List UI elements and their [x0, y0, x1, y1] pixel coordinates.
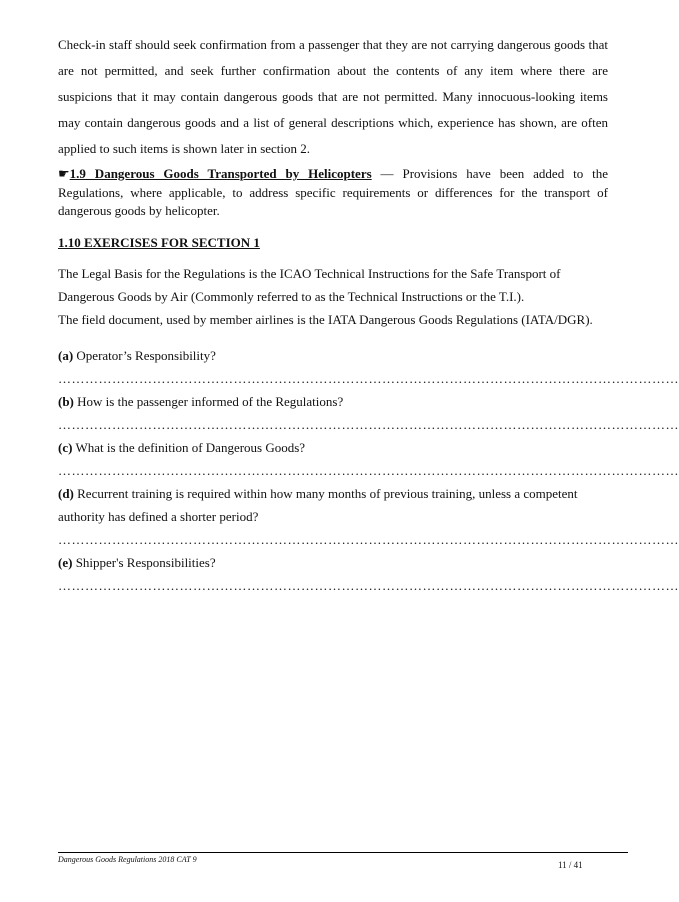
page-number: 11 / 41 [558, 860, 583, 870]
footer-document-title: Dangerous Goods Regulations 2018 CAT 9 [58, 855, 197, 864]
question-text: Operator’s Responsibility? [73, 348, 216, 363]
helicopters-paragraph [58, 165, 608, 220]
intro-paragraph: Check-in staff should seek confirmation from a passenger that they are not carrying dangerous goods that are not permitted, and seek further confirmation about the contents of any item where there are suspicions that it may contain dangerous goods that are not permitted. Many innocuous-looking items may contain dangerous goods and a list of general descriptions which, experience has shown, are often applied to such items is shown later in section 2. [58, 37, 608, 156]
answer-line-c[interactable]: ………………………………………………………………………………………………………………………… [58, 463, 679, 478]
question-text: How is the passenger informed of the Regulations? [73, 394, 344, 409]
question-label: (e) [58, 555, 73, 570]
exercises-heading: 1.10 EXERCISES FOR SECTION 1 [58, 235, 260, 250]
answer-line-b[interactable]: ………………………………………………………………………………………………………………………… [58, 417, 679, 432]
legal-basis-text [58, 262, 618, 331]
exercise-questions [58, 344, 679, 597]
question-text: Recurrent training is required within how many months of previous training, unless a competent [73, 486, 578, 501]
basis-line: The Legal Basis for the Regulations is the ICAO Technical Instructions for the Safe Transport of [58, 266, 561, 281]
basis-line: Dangerous Goods by Air (Commonly referred to as the Technical Instructions or the T.I.). [58, 289, 525, 304]
question-b [58, 390, 618, 413]
question-label: (c) [58, 440, 73, 455]
question-label: (d) [58, 486, 74, 501]
question-d [58, 482, 618, 505]
helicopters-heading: 1.9 Dangerous Goods Transported by Helicopters [69, 166, 372, 181]
question-c [58, 436, 618, 459]
question-label: (a) [58, 348, 74, 363]
question-e [58, 551, 618, 574]
pointing-hand-icon: ☛ [58, 167, 70, 182]
question-a [58, 344, 618, 367]
helicopters-text: — Provisions have been added to the Regulations, where applicable, to address specific requirements or differences for the transport of dangerous goods by helicopter. [58, 166, 608, 218]
question-label: (b) [58, 394, 74, 409]
question-d-continuation: authority has defined a shorter period? [58, 509, 259, 524]
answer-line-d[interactable]: ………………………………………………………………………………………………………………………… [58, 532, 679, 547]
question-text: Shipper's Responsibilities? [72, 555, 216, 570]
question-text: What is the definition of Dangerous Goods? [72, 440, 306, 455]
basis-line: The field document, used by member airlines is the IATA Dangerous Goods Regulations (IATA/DGR). [58, 312, 593, 327]
answer-line-a[interactable]: ………………………………………………………………………………………………………………………… [58, 371, 679, 386]
answer-line-e[interactable]: ………………………………………………………………………………………………………………………… [58, 578, 679, 593]
footer-divider [58, 852, 628, 853]
